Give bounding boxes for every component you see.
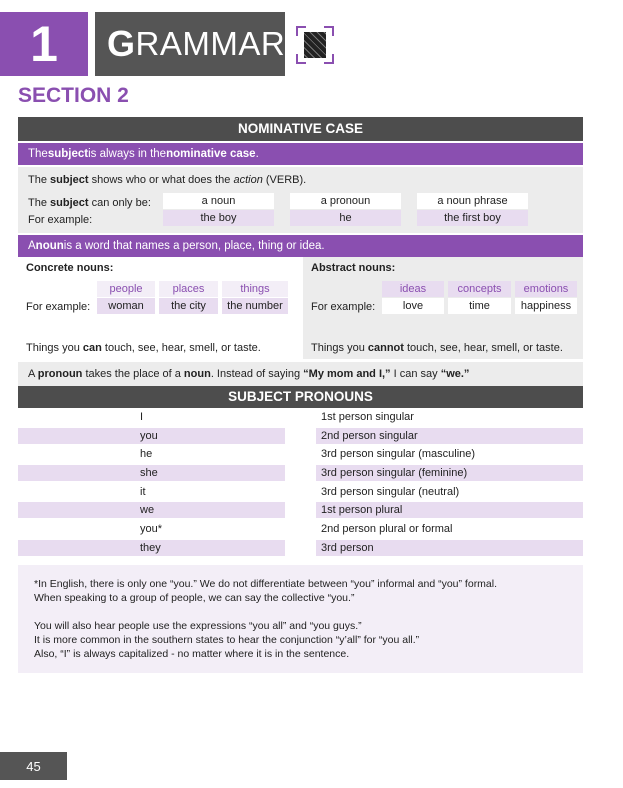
pronoun-table [18,408,583,558]
chapter-title-rest: RAMMAR [135,25,286,62]
option-example: the first boy [417,210,528,226]
qr-code-icon[interactable] [296,26,334,64]
table-row [18,427,583,446]
concrete-example: woman [97,298,155,314]
concrete-note: Things you can touch, see, hear, smell, or taste. [26,342,261,354]
concrete-header: things [222,281,288,297]
abstract-example: time [448,298,511,314]
concrete-nouns-title: Concrete nouns: [26,262,114,274]
chapter-title-initial: G [107,23,136,64]
pronoun-cell: it [140,485,146,498]
description-cell: 3rd person singular (neutral) [321,485,460,498]
note-line: You will also hear people use the expressions “you all” and “you guys.” [34,620,362,632]
pronoun-cell: you* [140,523,163,536]
note-line: *In English, there is only one “you.” We do not differentiate between “you” informal and “you” formal. [34,578,498,590]
option-label: a pronoun [290,193,401,209]
concrete-for-example: For example: [26,301,91,313]
page-number: 45 [0,752,67,780]
abstract-header: emotions [515,281,577,297]
pronoun-cell: we [18,502,285,518]
table-row [18,520,583,539]
note-line: When speaking to a group of people, we can say the collective “you.” [34,592,355,604]
table-row [18,408,583,427]
chapter-title [95,12,285,76]
abstract-note: Things you cannot touch, see, hear, smell, or taste. [311,342,563,354]
description-cell: 1st person singular [321,411,414,423]
option-example: he [290,210,401,226]
abstract-for-example: For example: [311,301,376,313]
concrete-header: people [97,281,155,297]
pronoun-cell: she [18,465,285,481]
notes-text [34,577,574,661]
nominative-rule: The subject is always in the nominative case . [18,143,583,165]
description-cell: 1st person plural [316,502,583,518]
pronoun-cell: I [140,411,144,423]
abstract-example: happiness [515,298,577,314]
pronoun-definition: A pronoun takes the place of a noun. Instead of saying “My mom and I,” I can say “we.” [28,368,470,380]
section-label: SECTION 2 [18,84,129,107]
option-label: a noun phrase [417,193,528,209]
option-example: the boy [163,210,274,226]
note-spacer [34,605,574,619]
abstract-header: ideas [382,281,444,297]
description-cell: 2nd person singular [316,428,583,444]
note-line: Also, “I” is always capitalized - no matter where it is in the sentence. [34,648,350,660]
note-line: It is more common in the southern states to hear the conjunction “y’all” for “you all.” [34,634,420,646]
description-cell: 2nd person plural or formal [321,523,453,536]
table-row [18,445,583,464]
noun-definition: A noun is a word that names a person, place, thing or idea. [18,235,583,257]
pronoun-cell: he [140,448,153,461]
abstract-header: concepts [448,281,511,297]
abstract-example: love [382,298,444,314]
subject-pronouns-title: SUBJECT PRONOUNS [18,386,583,408]
subject-can-only-be: The subject can only be: [28,197,151,209]
table-row [18,539,583,558]
abstract-nouns-title: Abstract nouns: [311,262,396,274]
subject-shows-text: The subject shows who or what does the action (VERB). [28,174,307,186]
description-cell: 3rd person [316,540,583,556]
pronoun-cell: they [18,540,285,556]
concrete-example: the number [222,298,288,314]
table-row [18,483,583,502]
option-label: a noun [163,193,274,209]
table-row [18,501,583,520]
for-example-label: For example: [28,214,93,226]
description-cell: 3rd person singular (masculine) [321,448,476,461]
description-cell: 3rd person singular (feminine) [316,465,583,481]
concrete-example: the city [159,298,218,314]
nominative-case-title: NOMINATIVE CASE [18,117,583,141]
table-row [18,464,583,483]
pronoun-cell: you [18,428,285,444]
chapter-number: 1 [0,12,88,76]
concrete-header: places [159,281,218,297]
